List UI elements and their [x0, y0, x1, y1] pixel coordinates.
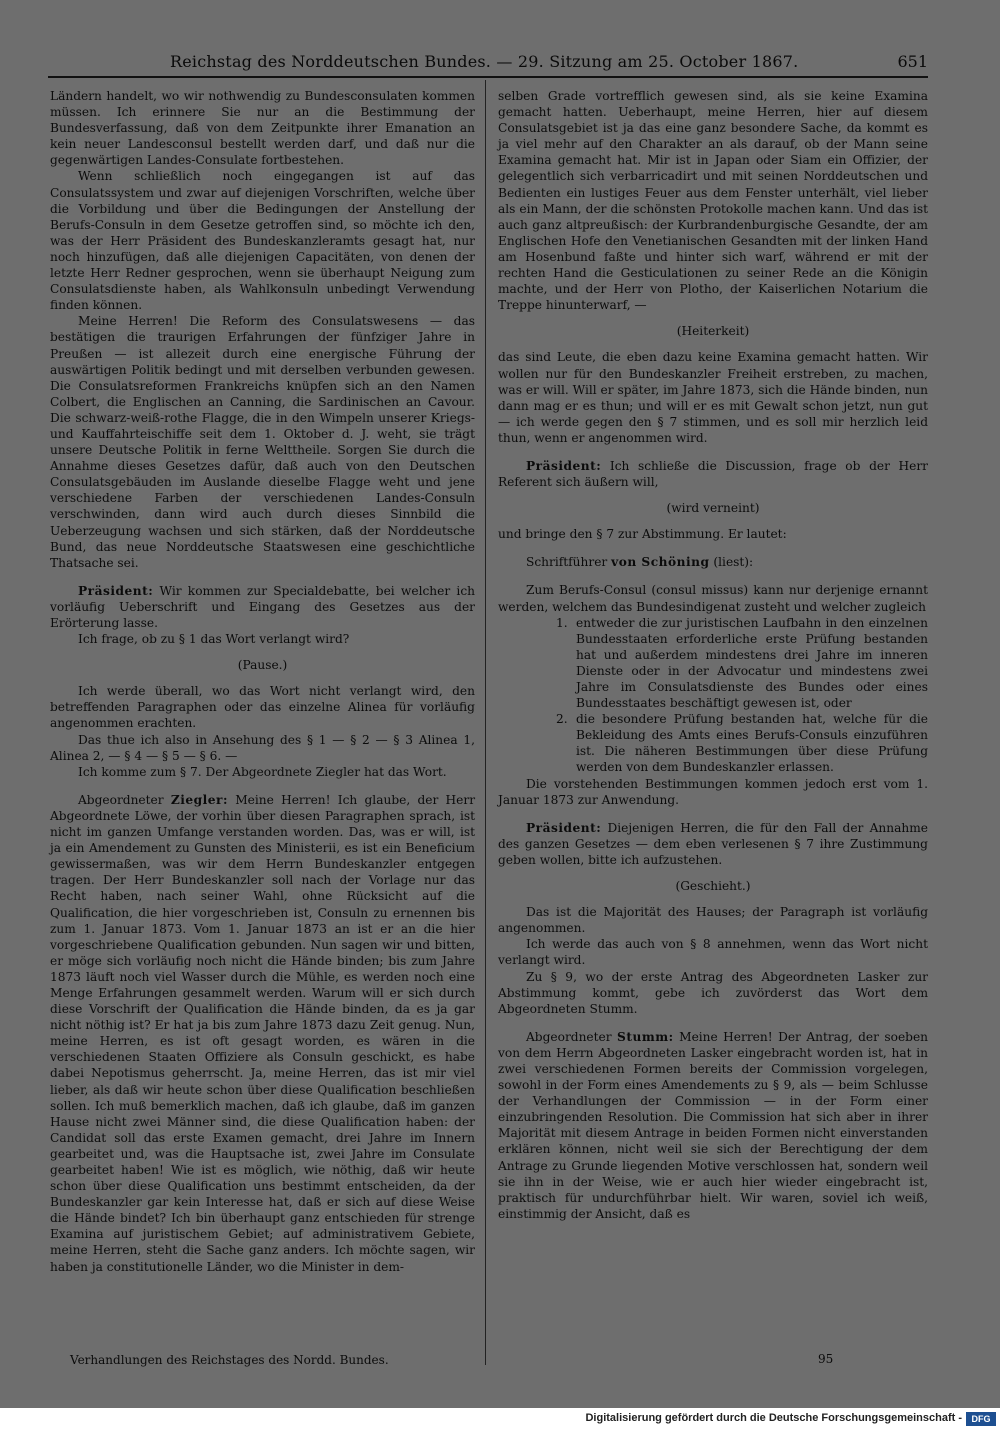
president-speech [498, 458, 928, 490]
stumm-speech [498, 1029, 928, 1222]
column-divider [485, 80, 486, 1365]
page-number: 651 [897, 52, 928, 71]
left-column [50, 88, 475, 1275]
reader-line [498, 554, 928, 570]
paragraph: und bringe den § 7 zur Abstimmung. Er lautet: [498, 527, 787, 542]
dfg-logo: DFG [966, 1412, 996, 1426]
dfg-credit-text: Digitalisierung gefördert durch die Deutsche Forschungsgemeinschaft - [585, 1412, 962, 1424]
item-number: 1. [556, 615, 568, 630]
signature-mark: 95 [818, 1352, 834, 1366]
president-speech [498, 820, 928, 868]
paragraph: Ich komme zum § 7. Der Abgeordnete Ziegler hat das Wort. [78, 764, 447, 779]
stage-direction: (Heiterkeit) [676, 324, 750, 339]
president-speech [50, 583, 475, 631]
item-number: 2. [556, 712, 568, 727]
stage-direction: (Pause.) [237, 658, 288, 673]
header-title: Reichstag des Norddeutschen Bundes. — 29. Sitzung am 25. October 1867. [170, 52, 799, 71]
speaker-role: Abgeordneter [526, 1029, 612, 1044]
ziegler-speech [50, 792, 475, 1275]
paragraph: Das thue ich also in Ansehung des § 1 — § 2 — § 3 Alinea 1, Alinea 2, — § 4 — § 5 — § 6. — [50, 732, 475, 763]
speaker-name: Ziegler: [170, 792, 228, 807]
paragraph: Wenn schließlich noch eingegangen ist auf das Consulatssystem und zwar auf diejenigen Vorschriften, welche über die Vorbildung und über die Bedingungen der Anstellung der Berufs-Consuln in dem Gesetze getroffen sind, so möchte ich den, was der Herr Präsident des Bundeskanzleramts gesagt hat, nur noch hinzufügen, daß alle diejenigen Capacitäten, von denen der letzte Herr Redner gesprochen, wenn sie überhaupt Neigung zum Consulatsdienste haben, als Wahlkonsuln unbedingt Verwendung finden können. [50, 169, 475, 313]
law-items [498, 615, 928, 776]
item-text: die besondere Prüfung bestanden hat, welche für die Bekleidung des Amts eines Berufs-Consuls einzuführen ist. Die näheren Bestimmungen über diese Prüfung werden von dem Bundeskanzler erlassen. [576, 712, 928, 775]
footer-publication: Verhandlungen des Reichstages des Nordd. Bundes. [70, 1353, 389, 1367]
paragraph: Ich werde das auch von § 8 annehmen, wenn das Wort nicht verlangt wird. [498, 937, 928, 968]
speaker-name: von Schöning [611, 555, 710, 570]
speech-text: Ich schließe die Discussion, frage ob der Herr Referent sich äußern will, [498, 458, 929, 490]
paragraph: Ich frage, ob zu § 1 das Wort verlangt wird? [78, 632, 350, 647]
speaker-role: Schriftführer [526, 555, 608, 570]
stage-direction: (Geschieht.) [675, 879, 751, 894]
speech-text: Diejenigen Herren, die für den Fall der Annahme des ganzen Gesetzes — dem eben verlesenen § 7 ihre Zustimmung geben wollen, bitte ich aufzustehen. [498, 820, 928, 867]
paragraph: selben Grade vortrefflich gewesen sind, als sie keine Examina gemacht hatten. Ueberhaupt, meine Herren, hier auf diesem Consulatsgebiet ist ja das eine ganz besondere Sache, da kommt es ja viel mehr auf den Charakter an als darauf, ob der Mann seine Examina gemacht hat. Mir ist in Japan oder Siam ein Offizier, der gelegentlich sich verbarricadirt und mit seinen Norddeutschen und Bedienten ein lustiges Feuer aus dem Fenster unterhält, viel lieber als ein Mann, der die schönsten Protokolle machen kann. Und das ist auch ganz altpreußisch: der Kurbrandenburgische Gesandte, der am Englischen Hofe den Venetianischen Gesandten mit der linken Hand am Hosenbund faßte und hinter sich warf, während er mit der rechten Hand die Gesticulationen zu seiner Rede an die Königin machte, und der Herr von Plotho, der Kaiserlichen Notarium die Treppe hinunterwarf, — [498, 89, 928, 313]
speaker-name: Präsident: [526, 458, 602, 473]
speaker-action: (liest): [713, 555, 754, 570]
running-header [48, 50, 936, 76]
speech-text: Meine Herren! Ich glaube, der Herr Abgeordnete Löwe, der vorhin über diesen Paragraphen sprach, ist nicht im ganzen Umfange verstanden worden. Das, was er will, ist ja ein Amendement zu Gunsten des Ministerii, es ist ein Beneficium gewissermaßen, was wir dem Herrn Bundeskanzler entgegen tragen. Der Herr Bundeskanzler soll nach der Vorlage nur das Recht haben, nach seiner Wahl, ohne Rücksicht auf die Qualification, die hier vorgeschrieben ist, Consuln zu ernennen bis zum 1. Januar 1873. Vom 1. Januar 1873 an ist er an die hier vorgeschriebene Qualification gebunden. Nun sagen wir und bitten, er möge sich vorläufig noch nicht die Hände binden; bis zum Jahre 1873 läuft noch viel Wasser durch die Mühle, es werden noch eine Menge Erfahrungen gesammelt werden. Warum will er sich durch diese Vorschrift der Qualification die Hände binden, da es ja gar nicht nöthig ist? Er hat ja bis zum Jahre 1873 dazu Zeit genug. Nun, meine Herren, es ist oft gesagt worden, es wären in die verschiedenen Staaten Offiziere als Consuln geschickt, es habe dabei Nepotismus geherrscht. Ja, meine Herren, das ist mir viel lieber, als daß wir heute schon über diese Qualification beschließen sollen. Ich muß bemerklich machen, daß ich glaube, daß im ganzen Hause nicht zwei Männer sind, die diese Qualification haben: der Candidat soll das erste Examen gemacht, drei Jahre im Innern gearbeitet und, was die Hauptsache ist, zwei Jahre im Consulate gearbeitet haben! Wie ist es möglich, wie nöthig, daß wir heute schon über diese Qualification uns bestimmt entscheiden, da der Bundeskanzler gar kein Interesse hat, daß er sich auf diese Weise die Hände bindet? Ich bin überhaupt ganz entschieden für strenge Examina auf juristischem Gebiet; auf administrativem Gebiete, meine Herren, steht die Sache ganz anders. Ich möchte sagen, wir haben ja constitutionelle Länder, wo die Minister in dem- [50, 792, 476, 1274]
speech-text: Wir kommen zur Specialdebatte, bei welcher ich vorläufig Ueberschrift und Eingang des Gesetzes aus der Erörterung lasse. [50, 583, 476, 630]
list-item [498, 711, 928, 775]
paragraph: Ländern handelt, wo wir nothwendig zu Bundesconsulaten kommen müssen. Ich erinnere Sie nur an die Bestimmung der Bundesverfassung, daß von dem Zeitpunkte ihrer Emanation an kein neuer Landesconsul bestellt werden darf, und daß nur die gegenwärtigen Landes-Consulate fortbestehen. [50, 89, 475, 168]
law-text: Zum Berufs-Consul (consul missus) kann nur derjenige ernannt werden, welchem das Bundesindigenat zusteht und welcher zugleich [498, 583, 928, 614]
speaker-name: Präsident: [526, 820, 602, 835]
stage-direction: (wird verneint) [666, 501, 760, 516]
speech-text: Meine Herren! Der Antrag, der soeben von dem Herrn Abgeordneten Lasker eingebracht worden ist, hat in zwei verschiedenen Formen bereits der Commission vorgelegen, sowohl in der Form eines Amendements zu § 9, als — beim Schlusse der Verhandlungen der Commission — in der Form einer einzubringenden Resolution. Die Commission hat sich aber in ihrer Majorität mit diesem Antrage in beiden Formen nicht einverstanden erklären können, nicht weil sie sich der Berechtigung der dem Antrage zu Grunde liegenden Motive verschlossen hat, sondern weil sie ihn in der Weise, wie er auch hier wieder eingebracht ist, praktisch für undurchführbar hielt. Wir waren, soviel ich weiß, einstimmig der Ansicht, daß es [498, 1029, 929, 1221]
paragraph: Zu § 9, wo der erste Antrag des Abgeordneten Lasker zur Abstimmung kommt, gebe ich zuvörderst das Wort dem Abgeordneten Stumm. [498, 969, 928, 1016]
paragraph: Das ist die Majorität des Hauses; der Paragraph ist vorläufig angenommen. [498, 905, 928, 936]
paragraph: Ich werde überall, wo das Wort nicht verlangt wird, den betreffenden Paragraphen oder das einzelne Alinea für vorläufig angenommen erachten. [50, 684, 475, 731]
list-item [498, 615, 928, 712]
law-text: Die vorstehenden Bestimmungen kommen jedoch erst vom 1. Januar 1873 zur Anwendung. [498, 776, 928, 807]
dfg-credit-bar [0, 1408, 1000, 1432]
paragraph: das sind Leute, die eben dazu keine Examina gemacht hatten. Wir wollen nur für den Bundeskanzler Freiheit erstreben, zu machen, was er will. Will er später, im Jahre 1873, sich die Hände binden, nun dann mag er es thun; und will er es mit Gewalt schon jetzt, nun gut — ich werde gegen den § 7 stimmen, und es soll mir herzlich leid thun, wenn er angenommen wird. [498, 350, 928, 445]
header-rule [48, 76, 928, 78]
speaker-name: Stumm: [617, 1029, 674, 1044]
speaker-name: Präsident: [78, 583, 154, 598]
item-text: entweder die zur juristischen Laufbahn in den einzelnen Bundesstaaten erforderliche erste Prüfung bestanden hat und außerdem mindestens drei Jahre im inneren Dienste oder in der Advocatur und mindestens zwei Jahre im Consulatsdienste des Bundes oder eines Bundesstaates beschäftigt gewesen ist, oder [576, 615, 928, 711]
right-column [498, 88, 928, 1222]
speaker-role: Abgeordneter [78, 792, 164, 807]
paragraph: Meine Herren! Die Reform des Consulatswesens — das bestätigen die traurigen Erfahrungen der fünfziger Jahre in Preußen — ist allezeit durch eine energische Führung der auswärtigen Politik bedingt und mit derselben verbunden gewesen. Die Consulatsreformen Frankreichs knüpfen sich an den Namen Colbert, die Englischen an Canning, die Sardinischen an Cavour. Die schwarz-weiß-rothe Flagge, die in den Wimpeln unserer Kriegs- und Kauffahrteischiffe seit dem 1. Oktober d. J. weht, sie trägt unsere Deutsche Politik in ferne Welttheile. Sorgen Sie durch die Annahme dieses Gesetzes dafür, daß auch von den Deutschen Consulatsgebäuden im Auslande dieselbe Flagge weht und jene verschiedene Farben der verschiedenen Landes-Consuln verschwinden, dann wird auch durch dieses Sinnbild die Ueberzeugung wachsen und sich stärken, daß der Norddeutsche Bund, das neue Norddeutsche Staatswesen eine geschichtliche Thatsache sei. [50, 314, 475, 570]
